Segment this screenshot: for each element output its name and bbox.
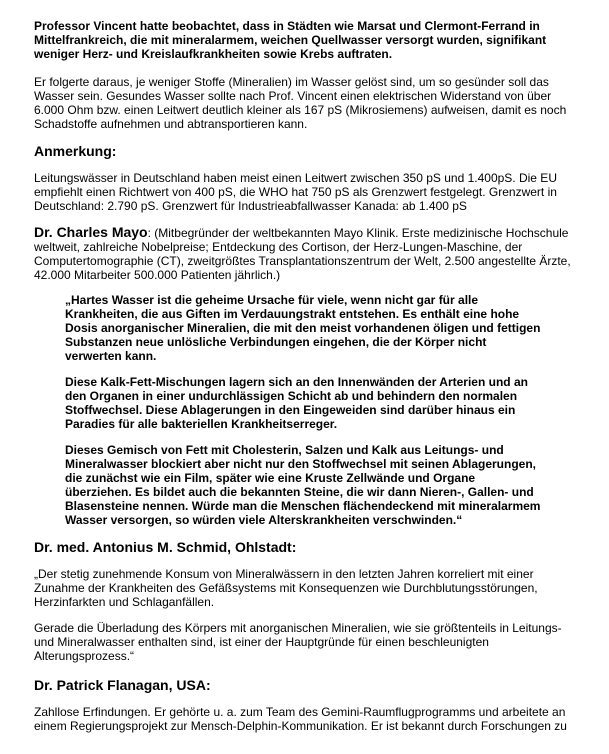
schmid-paragraph-1: „Der stetig zunehmende Konsum von Mineralwässern in den letzten Jahren korreliert mit einer Zunahme der Krankheiten des Gefäßsystems mit Konsequenzen wie Durchblutungsstörungen, Herzinfarkten und Schlaganfällen. [34,567,538,609]
schmid-paragraph-2: Gerade die Überladung des Körpers mit anorganischen Mineralien, wie sie größtenteils in Leitungs- und Mineralwasser enthalten sind, ist einer der Hauptgründe für einen beschleunigten Alterungsprozess.“ [34,621,562,663]
anmerkung-text: Leitungswässer in Deutschland haben meist einen Leitwert zwischen 350 pS und 1.400pS. Die EU empfiehlt einen Richtwert von 400 pS, die WHO hat 750 pS als Grenzwert festgelegt. Grenzwert in Deutschland: 2.790 pS. Grenzwert für Industrieabfallwasser Kanada: ab 1.400 pS [34,171,557,213]
mayo-intro [34,225,582,282]
mayo-bio: : (Mitbegründer der weltbekannten Mayo Klinik. Erste medizinische Hochschule weltweit, zahlreiche Nobelpreise; Entdeckung des Cortison, der Herz-Lungen-Maschine, der Computertomographie (CT), zweitgrößtes Transplantationszentrum der Welt, 2.500 angestellte Ärzte, 42.000 Mitarbeiter 500.000 Patienten jährlich.) [34,226,571,282]
intro-bold-paragraph: Professor Vincent hatte beobachtet, dass in Städten wie Marsat und Clermont-Ferrand in Mittelfrankreich, die mit mineralarmem, weichen Quellwasser versorgt wurden, signifikant weniger Herz- und Kreislaufkrankheiten sowie Krebs auftraten. [34,19,547,61]
mayo-name: Dr. Charles Mayo [34,224,148,240]
schmid-heading: Dr. med. Antonius M. Schmid, Ohlstadt: [34,539,297,555]
mayo-quote-2: Diese Kalk-Fett-Mischungen lagern sich an den Innenwänden der Arterien und an den Organen in einer undurchlässigen Schicht ab und behindern den normalen Stoffwechsel. Diese Ablagerungen in den Eingeweiden sind darüber hinaus ein Paradies für alle bakteriellen Krankheitserreger. [65,375,528,431]
intro-paragraph: Er folgerte daraus, je weniger Stoffe (Mineralien) im Wasser gelöst sind, um so gesünder soll das Wasser sein. Gesundes Wasser sollte nach Prof. Vincent einen elektrischen Widerstand von über 6.000 Ohm bzw. einen Leitwert deutlich kleiner als 167 pS (Mikrosiemens) aufweisen, damit es noch Schadstoffe aufnehmen und abtransportieren kann. [34,75,567,131]
flanagan-paragraph: Zahllose Erfindungen. Er gehörte u. a. zum Team des Gemini-Raumflugprogramms und arbeitete an einem Regierungsprojekt zur Mensch-Delphin-Kommunikation. Er ist bekannt durch Forschungen zu [34,705,567,733]
anmerkung-heading: Anmerkung: [34,143,117,159]
mayo-quote-1: „Hartes Wasser ist die geheime Ursache für viele, wenn nicht gar für alle Krankheiten, die aus Giften im Verdauungstrakt entstehen. Es enthält eine hohe Dosis anorganischer Mineralien, die mit den meist vorhandenen öligen und fettigen Substanzen neue unlösliche Verbindungen eingehen, die der Körper nicht verwerten kann. [65,293,541,363]
mayo-quote-3: Dieses Gemisch von Fett mit Cholesterin, Salzen und Kalk aus Leitungs- und Mineralwasser blockiert aber nicht nur den Stoffwechsel mit seinen Ablagerungen, die zunächst wie ein Film, später wie eine Kruste Zellwände und Organe überziehen. Es bildet auch die bekannten Steine, die wir dann Nieren-, Gallen- und Blasensteine nennen. Würde man die Menschen flächendeckend mit mineralarmem Wasser versorgen, so würden viele Alterskrankheiten verschwinden.“ [65,443,541,527]
flanagan-heading: Dr. Patrick Flanagan, USA: [34,677,211,693]
